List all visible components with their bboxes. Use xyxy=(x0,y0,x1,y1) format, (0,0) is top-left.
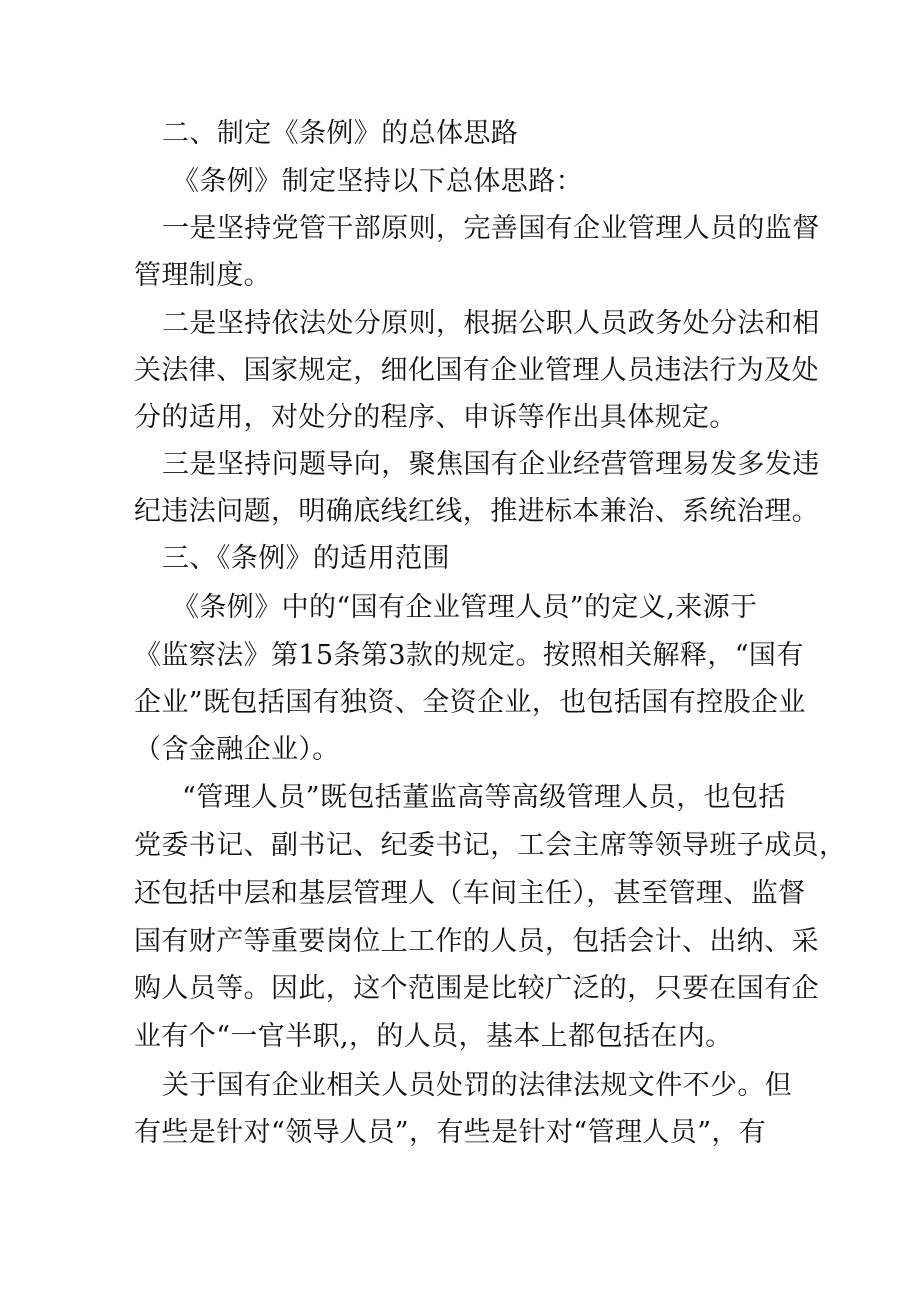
paragraph-line: 二是坚持依法处分原则，根据公职人员政务处分法和相 xyxy=(162,308,820,339)
paragraph-line: （含金融企业）。 xyxy=(134,734,340,765)
paragraph-line: 关于国有企业相关人员处罚的法律法规文件不少。但 xyxy=(162,1070,793,1101)
section-heading-overall-approach: 二、制定《条例》的总体思路 xyxy=(162,118,519,149)
paragraph-line: 三是坚持问题导向，聚焦国有企业经营管理易发多发违 xyxy=(162,449,820,480)
section-heading-scope: 三、《条例》的适用范围 xyxy=(162,543,450,574)
paragraph-line: 管理制度。 xyxy=(134,260,271,291)
paragraph-line: “管理人员”既包括董监高等高级管理人员，也包括 xyxy=(182,782,786,813)
paragraph-line: 购人员等。因此，这个范围是比较广泛的，只要在国有企 xyxy=(134,973,819,1004)
paragraph-line: 分的适用，对处分的程序、申诉等作出具体规定。 xyxy=(134,402,737,433)
paragraph-line: 企业”既包括国有独资、全资企业，也包括国有控股企业 xyxy=(134,687,806,718)
paragraph-line: 国有财产等重要岗位上工作的人员，包括会计、出纳、采 xyxy=(134,926,819,957)
paragraph-line: 党委书记、副书记、纪委书记，工会主席等领导班子成员， xyxy=(134,830,847,861)
paragraph-line: 一是坚持党管干部原则，完善国有企业管理人员的监督 xyxy=(162,213,820,244)
paragraph-line: 纪违法问题，明确底线红线，推进标本兼治、系统治理。 xyxy=(134,496,819,527)
paragraph-line: 有些是针对“领导人员”，有些是针对“管理人员”，有 xyxy=(134,1117,767,1148)
paragraph-line: 《条例》中的“国有企业管理人员”的定义,来源于 xyxy=(172,592,758,623)
paragraph-line: 业有个“一官半职,，的人员，基本上都包括在内。 xyxy=(134,1021,733,1052)
paragraph-line: 《条例》制定坚持以下总体思路： xyxy=(172,166,583,197)
paragraph-line: 《监察法》第15条第3款的规定。按照相关解释，“国有 xyxy=(134,640,804,671)
paragraph-line: 关法律、国家规定，细化国有企业管理人员违法行为及处 xyxy=(134,355,819,386)
paragraph-line: 还包括中层和基层管理人（车间主任），甚至管理、监督 xyxy=(134,878,806,909)
